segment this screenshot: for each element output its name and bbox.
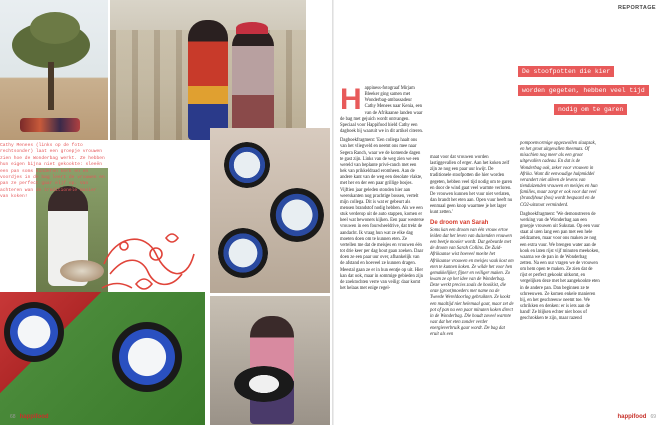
article-column-1 (340, 83, 424, 292)
article-column-2 (430, 155, 514, 339)
drop-cap: H (340, 83, 362, 116)
photo-cooking-pots (210, 128, 330, 293)
folio-right (617, 414, 656, 420)
section-label: REPORTAGE (617, 5, 656, 11)
subheading: De droom van Sarah (430, 219, 489, 226)
brand-left: happifood (19, 414, 49, 420)
pull-quote-line: nodig om te garen (554, 104, 627, 115)
page-number-left: 68 (10, 414, 16, 420)
decorative-flourish-icon (96, 224, 200, 302)
folio-left (10, 414, 49, 420)
pull-quote (518, 60, 666, 117)
pull-quote-line: worden gegeten, hebben veel tijd (518, 85, 649, 96)
photo-wonderbags-on-blanket (0, 292, 205, 425)
photo-maasai-women (110, 0, 306, 140)
photo-serving-food (210, 296, 330, 425)
photo-acacia-tree (0, 0, 108, 140)
article-paragraph: Soms kan een droom van één vrouw ertoe leiden dat het leven van duizenden vrouwen een beetje mooier wordt. Dat gebeurde met de droom van Sarah Collins. De Zuid-Afrikaanse wist hoeveel moeite het Afrikaanse vrouwen en meisjes vaak kost om eten te kunnen koken. Ze wilde het voor hen gemakkelijker, fijner en veiliger maken. Zo kwam ze op het idee van de Wonderbag. Deze werkt precies zoals de hooikist, die onze (groot)moeders met name na de Tweede Wereldoorlog gebruikten. Ze kookt een maaltijd niet helemaal gaar, maar zet de pot of pan na een paar minuten koken direct in de Wonderbag. Die houdt zoveel warmte vast dat het eten zonder verder energieverbruik gaar wordt. De bag dat eruit als een (430, 227, 514, 338)
article-column-3 (520, 141, 600, 323)
article-paragraph: Dagboekfragment: 'Een collega haalt ons van het vliegveld en neemt ons mee naar Segera Ranch, waar we de komende dagen te gast zijn. Links van de weg zien we een wereld van beplante privé-ranch met een hek van prikkeldraad eromheen. Aan de andere kant van de weg een desolate vlakte, met her en der een paar grillige bosjes. Vijftien jaar geleden stonden hier aan weerskanten nog prachtige bossen, vertelt mijn collega. Dit is wat er gebeurt als mensen brandstof nodig hebben. Als we een stuk verderop uit de auto stappen, komen er heel wat bewoners kijken. Een paar westerse vrouwen in een fourwheeldrive, dat trekt de aandacht. Ik vraag hun wat ze elke dag moeten doen om te kunnen eten. Ze vertellen me dat de meisjes en vrouwen één tot drie keer per dag hout gaan zoeken. Daar doen ze een paar uur over, afhankelijk van de afstand en hoeveel ze kunnen dragen. Meestal gaan ze er in hun eentje op uit. Hier kan dat ook, maar in sommige gebieden zijn de zoektochten verre van veilig: daar komt het helaas met enige regel- (340, 138, 424, 291)
page-gutter (332, 0, 334, 425)
article-intro: appiness-fotograaf Mirjam Bleeker ging samen met Wonderbag-ambassadeur Cathy Menees naar Kenia, een van de Afrikaanse landen waar de bag met gejuich wordt ontvangen. Speciaal voor Happifood hield Cathy een dagboek bij waaruit we in dit artikel citeren. (340, 86, 424, 135)
photo-caption: Cathy Menees (links op de foto rechtsonder) laat een groepje vrouwen zien hoe de Wonderbag werkt. Ze hebben hun eigen bijna niet gekookte: sleeën een pan soms kinderen kerk en en voordjes in de bag leert de vrouwen en pan ze perfect gaar eljf op. Van achteren wan de traditionele manier van koken! (0, 143, 105, 200)
brand-right: happifood (617, 414, 647, 420)
page-number-right: 69 (650, 414, 656, 420)
pull-quote-line: De stoofpotten die kier (518, 66, 614, 77)
article-paragraph: maat voor dat vrouwen worden lastiggevallen of erger. Aan het koken zelf zijn ze nog een paar uur kwijt. De traditionele stoofpotten die hier worden gegeten, hebben veel tijd nodig om te garen en door de wind gaat veel warmte verloren. De vrouwen kunnen het vuur niet verlaten, dan brandt het eten aan. Open vuur heeft nu eenmaal geen knop waarmee je het lager kunt zetten.' (430, 155, 513, 216)
article-paragraph: pompoenvormige opgezwollen slaapzak, en het groot uitgevallen theemuts. Of misschien nog meer als een groot uitgevallen cadeau. En dat is de Wonderbag ook, zeker voor vrouwen in Afrika. Want dit eenvoudige hulpmiddel verandert niet alleen de levens van tienduizenden vrouwen en meisjes en hun families, maar zorgt er ook voor dat veel (brand)hout (bos) wordt bespaard en de CO2-uitstoot verminderd. (520, 141, 598, 208)
article-paragraph: Dagboekfragment: 'We demonstreren de werking van de Wonderbag aan een groepje vrouwen uit Sukutan. Op een vuur staat al uren lang een pan met een hele zeldzamen, maar voor ons maken ze nog een extra vuur. We brengen water aan de kook en laten rijst vijf minuten meekoken, waarna we de pan in de Wonderbag zetten. Na een uur vragen we de vrouwen om hem open te maken. Ze zien dat de rijst er perfect gekookt uitkomt, en vergelijken deze met het aangekookte eten in de andere pan. Dan beginnen ze te schreeuwen. Ze komen enkele manieren bij, en het geschreeuw neemt toe. We schrikken en denken: er is iets aan de hand! Ze blijken echter niet boos of geschrokken te zijn, maar razend (520, 211, 600, 322)
